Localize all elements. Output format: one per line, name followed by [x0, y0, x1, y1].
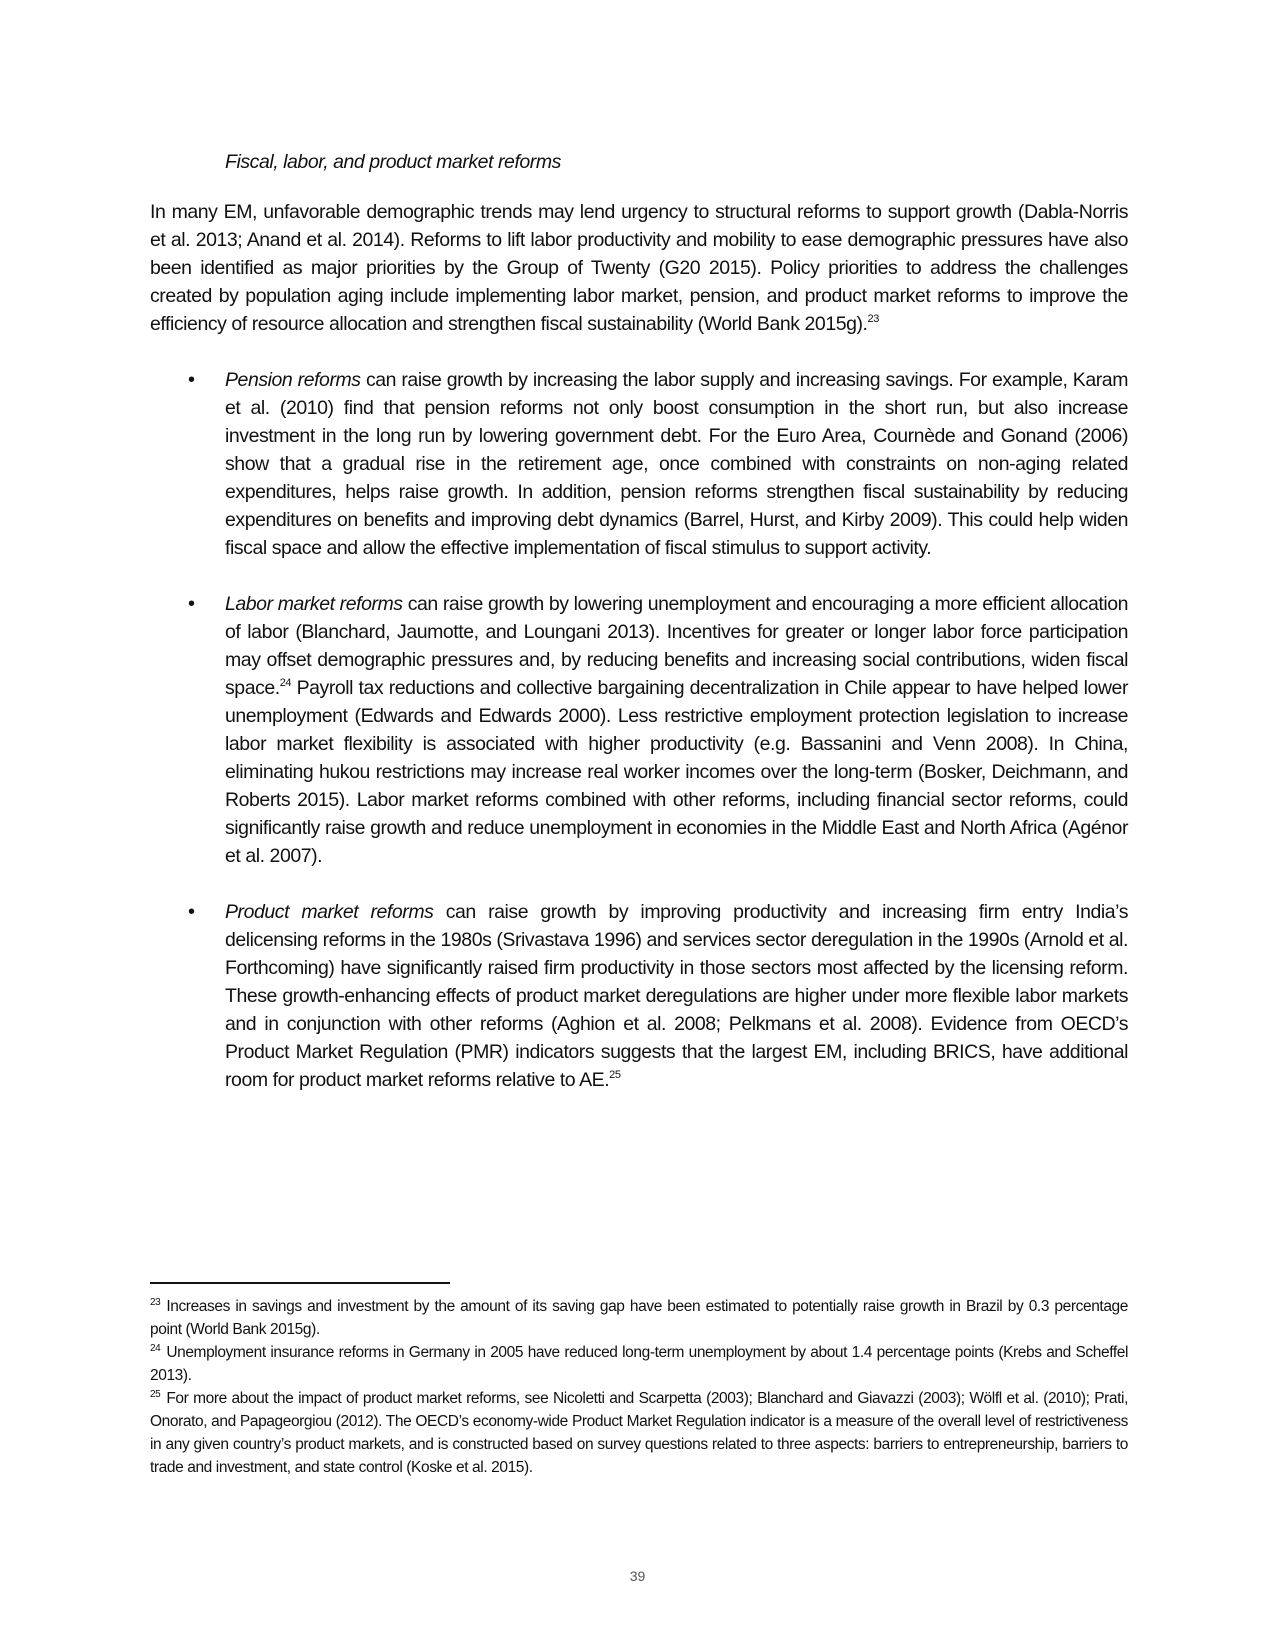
footnote-25: [150, 1387, 1128, 1479]
footnote-text: Unemployment insurance reforms in Germany in 2005 have reduced long-term unemployment by about 1.4 percentage points (Krebs and Scheffel 2013).: [150, 1344, 1128, 1384]
footnote-ref-24[interactable]: 24: [279, 677, 292, 689]
bullet-pension-reforms: [150, 366, 1128, 562]
footnotes-section: [150, 1295, 1128, 1479]
footnote-text: For more about the impact of product market reforms, see Nicoletti and Scarpetta (2003); Blanchard and Giavazzi (2003); Wölfl et al. (2010); Prati, Onorato, and Papageorgiou (2012). The OECD’s economy-wide Product Market Regulation indicator is a measure of the overall level of restrictiveness in any given country’s product markets, and is constructed based on survey questions related to three aspects: barriers to entrepreneurship, barriers to trade and investment, and state control (Koske et al. 2015).: [150, 1390, 1128, 1476]
footnote-ref-23[interactable]: 23: [867, 313, 879, 325]
bullet-lead-term: Product market reforms: [225, 901, 434, 923]
section-subheading: Fiscal, labor, and product market reforms: [225, 151, 561, 173]
bullet-text-continued: Payroll tax reductions and collective bargaining decentralization in Chile appear to have helped lower unemployment (Edwards and Edwards 2000). Less restrictive employment protection legislation to increase labor market flexibility is associated with higher productivity (e.g. Bassanini and Venn 2008). In China, eliminating hukou restrictions may increase real worker incomes over the long-term (Bosker, Deichmann, and Roberts 2015). Labor market reforms combined with other reforms, including financial sector reforms, could significantly raise growth and reduce unemployment in economies in the Middle East and North Africa (Agénor et al. 2007).: [225, 677, 1128, 867]
intro-text: In many EM, unfavorable demographic trends may lend urgency to structural reforms to support growth (Dabla-Norris et al. 2013; Anand et al. 2014). Reforms to lift labor productivity and mobility to ease demographic pressures have also been identified as major priorities by the Group of Twenty (G20 2015). Policy priorities to address the challenges created by population aging include implementing labor market, pension, and product market reforms to improve the efficiency of resource allocation and strengthen fiscal sustainability (World Bank 2015g).: [150, 201, 1128, 335]
page-number: 39: [629, 1568, 646, 1584]
bullet-text: can raise growth by improving productivity and increasing firm entry India’s delicensing reforms in the 1980s (Srivastava 1996) and services sector deregulation in the 1990s (Arnold et al. Forthcoming) have significantly raised firm productivity in those sectors most affected by the licensing reform. These growth-enhancing effects of product market deregulations are higher under more flexible labor markets and in conjunction with other reforms (Aghion et al. 2008; Pelkmans et al. 2008). Evidence from OECD’s Product Market Regulation (PMR) indicators suggests that the largest EM, including BRICS, have additional room for product market reforms relative to AE.: [225, 901, 1128, 1091]
bullet-text: can raise growth by increasing the labor supply and increasing savings. For example, Karam et al. (2010) find that pension reforms not only boost consumption in the short run, but also increase investment in the long run by lowering government debt. For the Euro Area, Cournède and Gonand (2006) show that a gradual rise in the retirement age, once combined with constraints on non-aging related expenditures, helps raise growth. In addition, pension reforms strengthen fiscal sustainability by reducing expenditures on benefits and improving debt dynamics (Barrel, Hurst, and Kirby 2009). This could help widen fiscal space and allow the effective implementation of fiscal stimulus to support activity.: [225, 369, 1128, 559]
footnote-text: Increases in savings and investment by the amount of its saving gap have been estimated to potentially raise growth in Brazil by 0.3 percentage point (World Bank 2015g).: [150, 1298, 1128, 1338]
bullet-lead-term: Pension reforms: [225, 369, 361, 391]
intro-paragraph: [150, 198, 1128, 338]
footnote-ref-25[interactable]: 25: [609, 1069, 621, 1081]
bullet-marker-icon: •: [188, 369, 195, 391]
footnote-number: 25: [150, 1389, 161, 1400]
footnote-23: [150, 1295, 1128, 1341]
footnote-number: 24: [150, 1343, 161, 1354]
bullet-marker-icon: •: [188, 593, 195, 615]
reform-bullet-list: [150, 366, 1128, 1094]
bullet-product-market-reforms: [150, 898, 1128, 1094]
footnote-24: [150, 1341, 1128, 1387]
footnote-number: 23: [150, 1297, 161, 1308]
bullet-lead-term: Labor market reforms: [225, 593, 403, 615]
bullet-text: can raise growth by lowering unemployment and encouraging a more efficient allocation of labor (Blanchard, Jaumotte, and Loungani 2013). Incentives for greater or longer labor force participation may offset demographic pressures and, by reducing benefits and increasing social contributions, widen fiscal space.: [225, 593, 1128, 699]
bullet-marker-icon: •: [188, 901, 195, 923]
main-content: [150, 148, 1128, 1122]
bullet-labor-market-reforms: [150, 590, 1128, 870]
footnote-divider: [150, 1282, 450, 1284]
